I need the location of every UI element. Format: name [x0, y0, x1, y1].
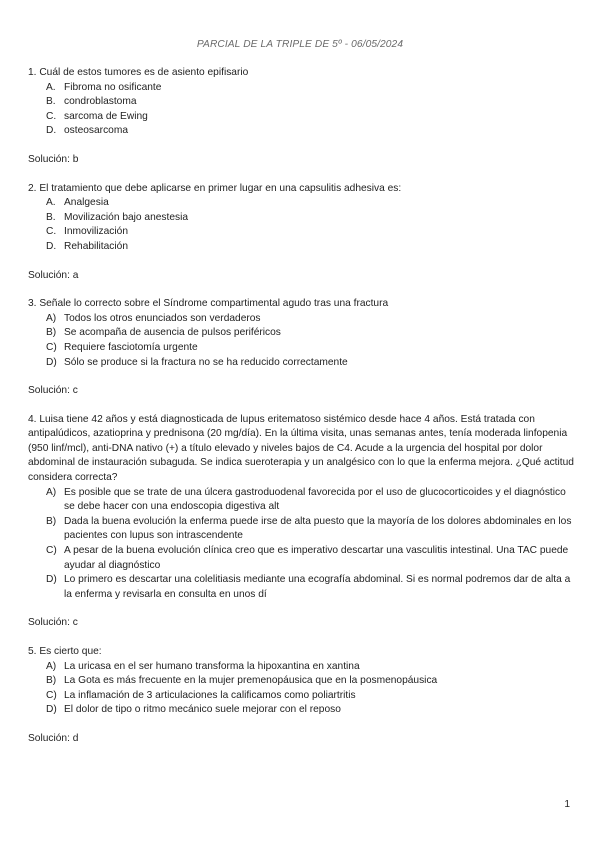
option-text: Fibroma no osificante: [64, 81, 162, 93]
option-letter: C.: [46, 226, 57, 238]
question-3: [28, 297, 574, 399]
option-text: Dada la buena evolución la enferma puede irse de alta puesto que la mayoría de los dolores abdominales en los pacientes con lupus son intrascendente: [64, 515, 572, 542]
answer-option: [28, 95, 574, 110]
option-text: Lo primero es descartar una colelitiasis mediante una ecografía abdominal. Si es normal podremos dar de alta a la enferma y revisarla en consulta en unos dí: [64, 574, 571, 600]
option-letter: A): [46, 660, 57, 672]
option-text: El dolor de tipo o ritmo mecánico suele mejorar con el reposo: [64, 704, 341, 716]
option-letter: C): [46, 341, 57, 353]
question-text: 5. Es cierto que:: [28, 646, 102, 657]
option-text: Analgesia: [64, 197, 109, 209]
question-5: [28, 645, 574, 747]
question-text: 2. El tratamiento que debe aplicarse en primer lugar en una capsulitis adhesiva es:: [28, 182, 402, 194]
answer-option: [28, 81, 574, 96]
option-letter: B): [46, 675, 57, 687]
solution-text: Solución: c: [28, 617, 78, 629]
answer-options: [28, 81, 574, 139]
solution-text: Solución: a: [28, 269, 79, 281]
option-letter: A): [46, 486, 57, 498]
option-letter: D): [46, 574, 57, 586]
question-text: 1. Cuál de estos tumores es de asiento epifisario: [28, 67, 249, 78]
answer-option: [28, 211, 574, 226]
option-letter: A.: [46, 197, 56, 209]
answer-options: [28, 486, 574, 603]
answer-options: [28, 196, 574, 254]
option-text: A pesar de la buena evolución clínica creo que es imperativo descartar una vasculitis intestinal. Una TAC puede ayudar al diagnóstico: [64, 545, 569, 571]
question-text: 4. Luisa tiene 42 años y está diagnosticada de lupus eritematoso sistémico desde hace 4 años. Está tratada con antipalúdicos, azatioprina y prednisona (20 mg/día). En la última visita, unas semanas antes, tenía moderada linfopenia (950 linf/mcl), anti-DNA nativo (+) a título elevado y niveles bajos de C4. Acude a la urgencia del hospital por dolor abdominal de instauración subaguda. Se indica sueroterapia y un analgésico con lo que la enferma mejora. ¿Qué actitud considera correcta?: [28, 413, 574, 484]
question-1: [28, 66, 574, 168]
option-letter: A.: [46, 81, 56, 93]
answer-option: [28, 703, 574, 718]
option-letter: D.: [46, 125, 57, 137]
answer-option: [28, 515, 574, 544]
option-text: La inflamación de 3 articulaciones la calificamos como poliartritis: [64, 689, 356, 701]
answer-option: [28, 689, 574, 704]
option-text: condroblastoma: [64, 96, 137, 108]
answer-option: [28, 225, 574, 240]
question-text: 3. Señale lo correcto sobre el Síndrome compartimental agudo tras una fractura: [28, 298, 389, 310]
answer-option: [28, 326, 574, 341]
answer-option: [28, 341, 574, 356]
option-letter: D.: [46, 240, 57, 252]
option-letter: C): [46, 545, 57, 557]
option-text: La uricasa en el ser humano transforma la hipoxantina en xantina: [64, 660, 360, 672]
answer-option: [28, 356, 574, 371]
question-2: [28, 182, 574, 284]
option-text: Sólo se produce si la fractura no se ha reducido correctamente: [64, 356, 348, 368]
answer-option: [28, 486, 574, 515]
option-letter: B): [46, 327, 57, 339]
option-letter: C.: [46, 110, 57, 122]
option-text: Requiere fasciotomía urgente: [64, 341, 198, 353]
option-letter: B.: [46, 96, 56, 108]
option-letter: C): [46, 689, 57, 701]
option-letter: A): [46, 312, 57, 324]
answer-option: [28, 312, 574, 327]
answer-option: [28, 573, 574, 602]
option-text: Es posible que se trate de una úlcera gastroduodenal favorecida por el uso de glucocorticoides y el diagnóstico se debe hacer con una endoscopia digestiva alt: [64, 486, 566, 513]
option-letter: D): [46, 356, 57, 368]
option-text: La Gota es más frecuente en la mujer premenopáusica que en la posmenopáusica: [64, 675, 438, 687]
question-4: [28, 413, 574, 631]
option-text: Inmovilización: [64, 226, 128, 238]
option-text: osteosarcoma: [64, 125, 128, 137]
answer-option: [28, 544, 574, 573]
answer-option: [28, 674, 574, 689]
questions-list: [28, 66, 574, 761]
option-text: sarcoma de Ewing: [64, 110, 148, 122]
answer-option: [28, 240, 574, 255]
page-header-title: PARCIAL DE LA TRIPLE DE 5º - 06/05/2024: [196, 39, 404, 50]
solution-text: Solución: d: [28, 732, 79, 744]
answer-option: [28, 660, 574, 675]
answer-option: [28, 196, 574, 211]
option-text: Se acompaña de ausencia de pulsos periféricos: [64, 327, 281, 339]
option-letter: D): [46, 704, 57, 716]
answer-option: [28, 110, 574, 125]
option-letter: B): [46, 515, 57, 527]
answer-options: [28, 660, 574, 718]
solution-text: Solución: b: [28, 153, 79, 165]
option-letter: B.: [46, 211, 56, 223]
solution-text: Solución: c: [28, 385, 78, 397]
answer-option: [28, 124, 574, 139]
answer-options: [28, 312, 574, 370]
option-text: Rehabilitación: [64, 240, 128, 252]
option-text: Movilización bajo anestesia: [64, 211, 189, 223]
page-number: 1: [564, 799, 570, 810]
option-text: Todos los otros enunciados son verdaderos: [64, 312, 261, 324]
